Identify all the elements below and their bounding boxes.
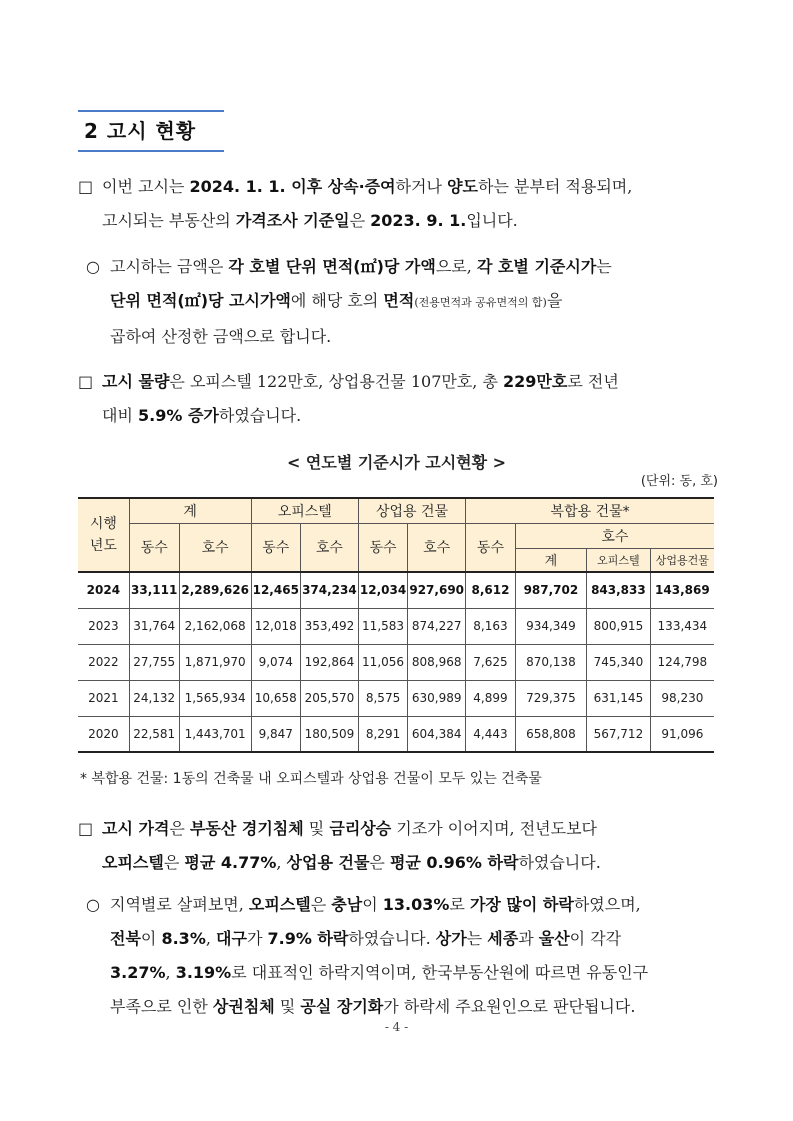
table-cell: 630,989 — [408, 680, 466, 716]
text: 하였습니다. — [348, 929, 436, 948]
paragraph-regional — [86, 888, 736, 1024]
table-cell: 11,583 — [358, 608, 407, 644]
bold-text: 가격조사 기준일 — [235, 211, 350, 230]
paragraph-line — [86, 250, 736, 284]
bold-text: 단위 면적(㎡)당 고시가액 — [110, 291, 291, 310]
text: 및 — [303, 819, 330, 838]
text: 이 — [140, 929, 162, 948]
table-cell: 9,847 — [251, 716, 300, 752]
table-cell: 9,074 — [251, 644, 300, 680]
text: 부족으로 인한 — [110, 997, 213, 1016]
table-row — [78, 644, 714, 680]
table-cell-year: 2022 — [78, 644, 129, 680]
text: 로 — [449, 895, 470, 914]
text: 은 — [169, 819, 190, 838]
small-text: (전용면적과 공유면적의 합) — [414, 296, 547, 309]
text: 은 — [349, 211, 371, 230]
paragraph-line — [78, 170, 728, 204]
table-cell: 800,915 — [587, 608, 651, 644]
text: 및 — [274, 997, 301, 1016]
table-cell: 1,443,701 — [179, 716, 251, 752]
page-number: - 4 - — [384, 1020, 409, 1034]
table-cell: 205,570 — [300, 680, 358, 716]
text: 로 대표적인 하락지역이며, 한국부동산원에 따르면 유동인구 — [231, 963, 649, 982]
bold-text: 충남 — [331, 895, 363, 914]
square-bullet-icon: □ — [78, 372, 94, 391]
bold-text: 2024. 1. 1. 이후 상속·증여 — [189, 177, 396, 196]
table-cell: 808,968 — [408, 644, 466, 680]
header-gye: 계 — [515, 548, 586, 572]
table-cell: 934,349 — [515, 608, 586, 644]
paragraph-line — [86, 956, 736, 990]
paragraph-line — [78, 399, 728, 433]
table-cell: 27,755 — [129, 644, 179, 680]
table-row — [78, 716, 714, 752]
bold-text: 양도 — [447, 177, 478, 196]
header-officetel: 오피스텔 — [251, 498, 358, 523]
bold-text: 5.9% 증가 — [138, 406, 219, 425]
table-cell: 98,230 — [650, 680, 714, 716]
table-cell: 604,384 — [408, 716, 466, 752]
bold-text: 상업용 건물 — [286, 853, 370, 872]
circle-bullet-icon: ○ — [86, 257, 100, 276]
paragraph-price — [78, 812, 728, 880]
square-bullet-icon: □ — [78, 819, 94, 838]
paragraph-line — [86, 284, 736, 320]
header-commercial: 상업용 건물 — [358, 498, 465, 523]
paragraph-line — [86, 888, 736, 922]
table-cell: 143,869 — [650, 572, 714, 608]
table-cell: 7,625 — [466, 644, 516, 680]
table-cell: 874,227 — [408, 608, 466, 644]
text: 지역별로 살펴보면, — [110, 895, 249, 914]
paragraph-line — [78, 846, 728, 880]
table-cell-year: 2024 — [78, 572, 129, 608]
table-cell: 987,702 — [515, 572, 586, 608]
table-cell-year: 2020 — [78, 716, 129, 752]
table-cell: 8,163 — [466, 608, 516, 644]
table-cell: 8,612 — [466, 572, 516, 608]
table-cell: 24,132 — [129, 680, 179, 716]
table-cell-year: 2021 — [78, 680, 129, 716]
text: 가 하락세 주요원인으로 판단됩니다. — [383, 997, 636, 1016]
table-cell: 374,234 — [300, 572, 358, 608]
paragraph-line — [86, 922, 736, 956]
table-cell: 658,808 — [515, 716, 586, 752]
bold-text: 금리상승 — [329, 819, 392, 838]
text: 고시되는 부동산의 — [102, 211, 236, 230]
header-year: 시행 년도 — [78, 498, 129, 572]
text: , — [276, 853, 287, 872]
text: 은 — [310, 895, 332, 914]
table-cell: 133,434 — [650, 608, 714, 644]
bold-text: 각 호별 기준시가 — [476, 257, 597, 276]
bold-text: 면적 — [383, 291, 415, 310]
bold-text: 평균 0.96% 하락 — [389, 853, 519, 872]
paragraph-line — [78, 812, 728, 846]
bold-text: 8.3% — [161, 929, 206, 948]
table-cell: 2,162,068 — [179, 608, 251, 644]
section-title: 2 고시 현황 — [78, 110, 224, 152]
text: 가 — [246, 929, 268, 948]
bold-text: 공실 장기화 — [300, 997, 384, 1016]
text: 고시하는 금액은 — [110, 257, 229, 276]
text: , — [205, 929, 217, 948]
table-cell: 91,096 — [650, 716, 714, 752]
table-cell: 745,340 — [587, 644, 651, 680]
text: 하는 분부터 적용되며, — [477, 177, 633, 196]
bold-text: 평균 4.77% — [184, 853, 277, 872]
table-cell: 2,289,626 — [179, 572, 251, 608]
header-ho: 호수 — [408, 523, 466, 572]
table-cell: 567,712 — [587, 716, 651, 752]
bold-text: 가장 많이 하락 — [469, 895, 574, 914]
table-cell: 12,465 — [251, 572, 300, 608]
table-cell: 33,111 — [129, 572, 179, 608]
header-ho: 호수 — [515, 523, 714, 548]
table-cell: 10,658 — [251, 680, 300, 716]
text: 하였습니다. — [518, 853, 601, 872]
header-dong: 동수 — [129, 523, 179, 572]
bold-text: 오피스텔 — [102, 853, 164, 872]
paragraph-line: 곱하여 산정한 금액으로 합니다. — [110, 327, 332, 346]
table-row — [78, 572, 714, 608]
stats-table — [78, 497, 714, 753]
text: 기조가 이어지며, 전년도보다 — [391, 819, 598, 838]
table-cell: 1,565,934 — [179, 680, 251, 716]
table-cell: 4,899 — [466, 680, 516, 716]
text: 과 — [518, 929, 539, 948]
table-cell: 843,833 — [587, 572, 651, 608]
table-cell: 180,509 — [300, 716, 358, 752]
table-row — [78, 680, 714, 716]
header-total: 계 — [129, 498, 251, 523]
text: 대비 — [102, 406, 138, 425]
table-cell: 1,871,970 — [179, 644, 251, 680]
table-cell: 4,443 — [466, 716, 516, 752]
text: 으로, — [435, 257, 477, 276]
paragraph-line — [78, 204, 728, 238]
header-ho: 호수 — [179, 523, 251, 572]
text: , — [165, 963, 176, 982]
circle-bullet-icon: ○ — [86, 895, 100, 914]
header-dong: 동수 — [358, 523, 407, 572]
paragraph-line — [86, 990, 736, 1024]
table-row — [78, 608, 714, 644]
bold-text: 상가 — [435, 929, 467, 948]
text: 로 전년 — [567, 372, 619, 391]
bold-text: 229만호 — [503, 372, 568, 391]
square-bullet-icon: □ — [78, 177, 94, 196]
table-cell: 11,056 — [358, 644, 407, 680]
text: 이번 고시는 — [102, 177, 190, 196]
table-caption: < 연도별 기준시가 고시현황 > — [286, 453, 507, 472]
header-dong: 동수 — [466, 523, 516, 572]
table-cell: 8,575 — [358, 680, 407, 716]
bold-text: 세종 — [487, 929, 519, 948]
text: 이 — [362, 895, 383, 914]
text: 은 오피스텔 122만호, 상업용건물 107만호, 총 — [169, 372, 504, 391]
header-dong: 동수 — [251, 523, 300, 572]
text: 을 — [546, 291, 563, 310]
table-cell: 22,581 — [129, 716, 179, 752]
table-cell: 870,138 — [515, 644, 586, 680]
table-cell: 729,375 — [515, 680, 586, 716]
bold-text: 3.19% — [175, 963, 232, 982]
bold-text: 고시 물량 — [102, 372, 170, 391]
text: 하였습니다. — [218, 406, 302, 425]
text: 에 해당 호의 — [290, 291, 384, 310]
bold-text: 3.27% — [110, 963, 166, 982]
header-sub-commercial: 상업용건물 — [650, 548, 714, 572]
text: 은 — [163, 853, 185, 872]
text: 하거나 — [395, 177, 448, 196]
text: 이 각각 — [569, 929, 622, 948]
paragraph-line — [78, 365, 728, 399]
text: 는 — [466, 929, 488, 948]
bold-text: 13.03% — [382, 895, 450, 914]
text: 은 — [369, 853, 390, 872]
table-cell: 124,798 — [650, 644, 714, 680]
bold-text: 울산 — [538, 929, 570, 948]
table-cell: 353,492 — [300, 608, 358, 644]
table-cell-year: 2023 — [78, 608, 129, 644]
table-cell: 631,145 — [587, 680, 651, 716]
table-footnote: * 복합용 건물: 1동의 건축물 내 오피스텔과 상업용 건물이 모두 있는 건축물 — [80, 771, 542, 787]
paragraph-calculation — [86, 250, 736, 354]
bold-text: 각 호별 단위 면적(㎡)당 가액 — [228, 257, 436, 276]
bold-text: 대구 — [216, 929, 247, 948]
bold-text: 고시 가격 — [102, 819, 170, 838]
header-mixed: 복합용 건물* — [466, 498, 714, 523]
table-cell: 192,864 — [300, 644, 358, 680]
bold-text: 2023. 9. 1. — [370, 211, 467, 230]
text: 입니다. — [466, 211, 518, 230]
bold-text: 오피스텔 — [248, 895, 311, 914]
table-cell: 12,018 — [251, 608, 300, 644]
table-cell: 12,034 — [358, 572, 407, 608]
text: 하였으며, — [573, 895, 641, 914]
header-ho: 호수 — [300, 523, 358, 572]
paragraph-volume — [78, 365, 728, 433]
table-unit: (단위: 동, 호) — [640, 474, 718, 489]
bold-text: 부동산 경기침체 — [189, 819, 304, 838]
header-sub-officetel: 오피스텔 — [587, 548, 651, 572]
bold-text: 7.9% 하락 — [267, 929, 349, 948]
table-cell: 927,690 — [408, 572, 466, 608]
bold-text: 상권침체 — [212, 997, 275, 1016]
paragraph-schedule — [78, 170, 728, 238]
table-cell: 8,291 — [358, 716, 407, 752]
table-cell: 31,764 — [129, 608, 179, 644]
text: 는 — [596, 257, 612, 276]
bold-text: 전북 — [110, 929, 141, 948]
